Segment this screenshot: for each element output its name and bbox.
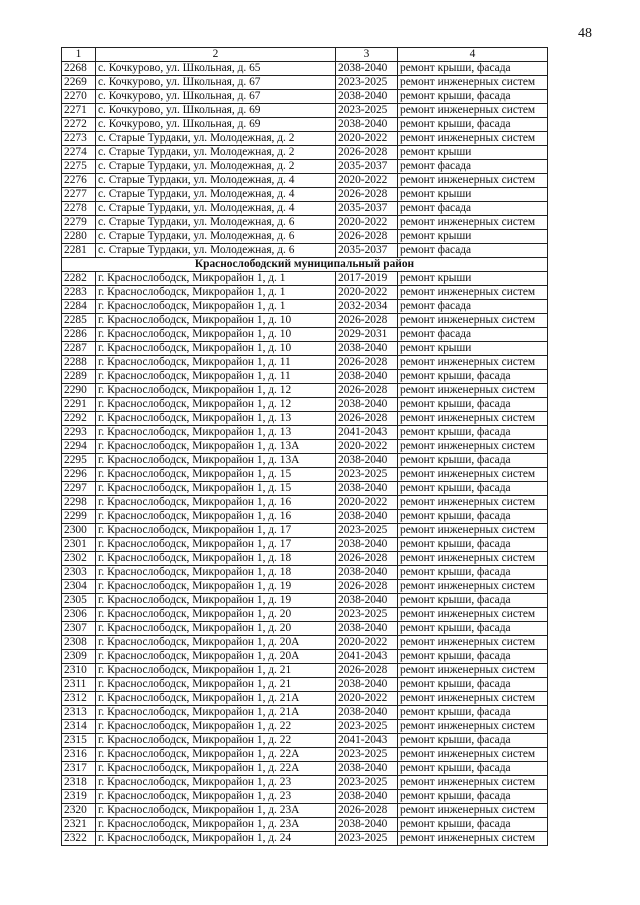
row-number: 2290 — [62, 384, 96, 398]
row-period: 2023-2025 — [336, 468, 398, 482]
row-address: г. Краснослободск, Микрорайон 1, д. 15 — [96, 468, 336, 482]
row-address: г. Краснослободск, Микрорайон 1, д. 11 — [96, 356, 336, 370]
table-row — [62, 244, 548, 258]
row-work-type: ремонт инженерных систем — [398, 496, 548, 510]
row-address: с. Старые Турдаки, ул. Молодежная, д. 6 — [96, 244, 336, 258]
row-address: г. Краснослободск, Микрорайон 1, д. 11 — [96, 370, 336, 384]
row-number: 2319 — [62, 790, 96, 804]
row-address: г. Краснослободск, Микрорайон 1, д. 21 — [96, 678, 336, 692]
section-group — [62, 258, 548, 272]
row-address: с. Кочкурово, ул. Школьная, д. 67 — [96, 90, 336, 104]
row-number: 2311 — [62, 678, 96, 692]
row-period: 2038-2040 — [336, 90, 398, 104]
row-address: с. Старые Турдаки, ул. Молодежная, д. 2 — [96, 146, 336, 160]
table-row — [62, 230, 548, 244]
row-period: 2020-2022 — [336, 496, 398, 510]
row-number: 2271 — [62, 104, 96, 118]
row-address: г. Краснослободск, Микрорайон 1, д. 1 — [96, 286, 336, 300]
row-address: г. Краснослободск, Микрорайон 1, д. 12 — [96, 384, 336, 398]
table-body-before-section — [62, 62, 548, 258]
row-work-type: ремонт крыши, фасада — [398, 594, 548, 608]
row-number: 2308 — [62, 636, 96, 650]
row-work-type: ремонт инженерных систем — [398, 524, 548, 538]
table-row — [62, 356, 548, 370]
row-address: г. Краснослободск, Микрорайон 1, д. 23 — [96, 790, 336, 804]
row-work-type: ремонт фасада — [398, 244, 548, 258]
row-address: г. Краснослободск, Микрорайон 1, д. 21А — [96, 692, 336, 706]
row-period: 2017-2019 — [336, 272, 398, 286]
row-work-type: ремонт инженерных систем — [398, 748, 548, 762]
row-period: 2020-2022 — [336, 636, 398, 650]
row-number: 2282 — [62, 272, 96, 286]
row-period: 2038-2040 — [336, 454, 398, 468]
row-address: с. Старые Турдаки, ул. Молодежная, д. 2 — [96, 132, 336, 146]
table-header-row — [62, 48, 548, 62]
row-address: г. Краснослободск, Микрорайон 1, д. 22 — [96, 734, 336, 748]
row-address: с. Кочкурово, ул. Школьная, д. 67 — [96, 76, 336, 90]
table-row — [62, 552, 548, 566]
row-number: 2293 — [62, 426, 96, 440]
row-period: 2038-2040 — [336, 678, 398, 692]
table-row — [62, 286, 548, 300]
table-row — [62, 314, 548, 328]
row-period: 2038-2040 — [336, 370, 398, 384]
table-row — [62, 426, 548, 440]
table-row — [62, 678, 548, 692]
table-row — [62, 132, 548, 146]
row-work-type: ремонт инженерных систем — [398, 664, 548, 678]
row-work-type: ремонт крыши — [398, 188, 548, 202]
row-period: 2023-2025 — [336, 720, 398, 734]
table-row — [62, 622, 548, 636]
row-number: 2314 — [62, 720, 96, 734]
row-work-type: ремонт инженерных систем — [398, 720, 548, 734]
row-period: 2023-2025 — [336, 832, 398, 846]
table-row — [62, 636, 548, 650]
row-period: 2026-2028 — [336, 412, 398, 426]
row-work-type: ремонт крыши, фасада — [398, 510, 548, 524]
table-row — [62, 762, 548, 776]
row-period: 2038-2040 — [336, 594, 398, 608]
row-work-type: ремонт инженерных систем — [398, 804, 548, 818]
row-number: 2269 — [62, 76, 96, 90]
table-row — [62, 804, 548, 818]
row-period: 2038-2040 — [336, 818, 398, 832]
table-row — [62, 440, 548, 454]
row-address: с. Старые Турдаки, ул. Молодежная, д. 4 — [96, 202, 336, 216]
table-row — [62, 510, 548, 524]
row-work-type: ремонт крыши, фасада — [398, 622, 548, 636]
row-address: г. Краснослободск, Микрорайон 1, д. 20 — [96, 622, 336, 636]
row-address: г. Краснослободск, Микрорайон 1, д. 10 — [96, 342, 336, 356]
row-number: 2279 — [62, 216, 96, 230]
table-row — [62, 748, 548, 762]
table-row — [62, 580, 548, 594]
row-address: г. Краснослободск, Микрорайон 1, д. 1 — [96, 300, 336, 314]
row-address: с. Старые Турдаки, ул. Молодежная, д. 6 — [96, 230, 336, 244]
row-work-type: ремонт инженерных систем — [398, 692, 548, 706]
row-number: 2289 — [62, 370, 96, 384]
row-address: с. Старые Турдаки, ул. Молодежная, д. 4 — [96, 188, 336, 202]
table-row — [62, 650, 548, 664]
table-row — [62, 706, 548, 720]
row-work-type: ремонт инженерных систем — [398, 776, 548, 790]
row-number: 2275 — [62, 160, 96, 174]
row-period: 2038-2040 — [336, 482, 398, 496]
page-number: 48 — [578, 26, 592, 41]
row-period: 2026-2028 — [336, 580, 398, 594]
row-work-type: ремонт крыши — [398, 146, 548, 160]
row-period: 2020-2022 — [336, 692, 398, 706]
row-address: г. Краснослободск, Микрорайон 1, д. 23А — [96, 804, 336, 818]
row-address: с. Старые Турдаки, ул. Молодежная, д. 2 — [96, 160, 336, 174]
row-address: г. Краснослободск, Микрорайон 1, д. 18 — [96, 552, 336, 566]
row-work-type: ремонт инженерных систем — [398, 636, 548, 650]
row-period: 2026-2028 — [336, 384, 398, 398]
row-number: 2270 — [62, 90, 96, 104]
row-period: 2026-2028 — [336, 146, 398, 160]
row-work-type: ремонт крыши, фасада — [398, 454, 548, 468]
table-row — [62, 412, 548, 426]
table-body-after-section — [62, 272, 548, 846]
row-period: 2020-2022 — [336, 286, 398, 300]
row-work-type: ремонт крыши — [398, 230, 548, 244]
row-number: 2278 — [62, 202, 96, 216]
row-address: г. Краснослободск, Микрорайон 1, д. 19 — [96, 580, 336, 594]
column-header-number: 1 — [62, 48, 96, 62]
row-address: г. Краснослободск, Микрорайон 1, д. 22А — [96, 748, 336, 762]
row-address: г. Краснослободск, Микрорайон 1, д. 21 — [96, 664, 336, 678]
row-period: 2032-2034 — [336, 300, 398, 314]
row-work-type: ремонт крыши, фасада — [398, 398, 548, 412]
table-row — [62, 104, 548, 118]
row-number: 2312 — [62, 692, 96, 706]
column-header-address: 2 — [96, 48, 336, 62]
row-number: 2300 — [62, 524, 96, 538]
table-row — [62, 496, 548, 510]
row-number: 2288 — [62, 356, 96, 370]
row-address: г. Краснослободск, Микрорайон 1, д. 1 — [96, 272, 336, 286]
row-number: 2317 — [62, 762, 96, 776]
row-work-type: ремонт фасада — [398, 160, 548, 174]
row-address: г. Краснослободск, Микрорайон 1, д. 16 — [96, 496, 336, 510]
row-number: 2276 — [62, 174, 96, 188]
row-address: с. Старые Турдаки, ул. Молодежная, д. 4 — [96, 174, 336, 188]
table-row — [62, 608, 548, 622]
table-row — [62, 118, 548, 132]
table-row — [62, 832, 548, 846]
row-period: 2023-2025 — [336, 104, 398, 118]
row-address: г. Краснослободск, Микрорайон 1, д. 13 — [96, 426, 336, 440]
row-address: г. Краснослободск, Микрорайон 1, д. 19 — [96, 594, 336, 608]
row-period: 2023-2025 — [336, 776, 398, 790]
row-work-type: ремонт крыши, фасада — [398, 426, 548, 440]
row-number: 2284 — [62, 300, 96, 314]
table-row — [62, 468, 548, 482]
row-address: с. Старые Турдаки, ул. Молодежная, д. 6 — [96, 216, 336, 230]
row-number: 2291 — [62, 398, 96, 412]
row-number: 2296 — [62, 468, 96, 482]
row-number: 2268 — [62, 62, 96, 76]
table-row — [62, 160, 548, 174]
row-work-type: ремонт фасада — [398, 202, 548, 216]
table-row — [62, 188, 548, 202]
row-work-type: ремонт крыши, фасада — [398, 678, 548, 692]
row-address: г. Краснослободск, Микрорайон 1, д. 13 — [96, 412, 336, 426]
row-address: г. Краснослободск, Микрорайон 1, д. 24 — [96, 832, 336, 846]
row-address: г. Краснослободск, Микрорайон 1, д. 17 — [96, 524, 336, 538]
table-row — [62, 776, 548, 790]
table-row — [62, 76, 548, 90]
row-work-type: ремонт крыши, фасада — [398, 762, 548, 776]
row-period: 2026-2028 — [336, 230, 398, 244]
row-period: 2026-2028 — [336, 664, 398, 678]
row-period: 2041-2043 — [336, 734, 398, 748]
row-number: 2285 — [62, 314, 96, 328]
row-number: 2297 — [62, 482, 96, 496]
row-period: 2038-2040 — [336, 706, 398, 720]
row-number: 2321 — [62, 818, 96, 832]
row-work-type: ремонт крыши, фасада — [398, 370, 548, 384]
table-row — [62, 216, 548, 230]
row-period: 2041-2043 — [336, 650, 398, 664]
row-number: 2295 — [62, 454, 96, 468]
row-number: 2299 — [62, 510, 96, 524]
table-row — [62, 342, 548, 356]
row-period: 2026-2028 — [336, 314, 398, 328]
row-work-type: ремонт инженерных систем — [398, 174, 548, 188]
row-work-type: ремонт крыши, фасада — [398, 118, 548, 132]
row-period: 2029-2031 — [336, 328, 398, 342]
table-row — [62, 398, 548, 412]
row-work-type: ремонт инженерных систем — [398, 832, 548, 846]
section-title: Краснослободский муниципальный район — [62, 258, 548, 272]
row-number: 2294 — [62, 440, 96, 454]
table-row — [62, 734, 548, 748]
column-header-work-type: 4 — [398, 48, 548, 62]
row-address: с. Кочкурово, ул. Школьная, д. 69 — [96, 118, 336, 132]
row-address: г. Краснослободск, Микрорайон 1, д. 17 — [96, 538, 336, 552]
row-number: 2313 — [62, 706, 96, 720]
row-work-type: ремонт инженерных систем — [398, 286, 548, 300]
row-work-type: ремонт крыши — [398, 272, 548, 286]
row-address: г. Краснослободск, Микрорайон 1, д. 20А — [96, 636, 336, 650]
row-period: 2023-2025 — [336, 524, 398, 538]
row-work-type: ремонт инженерных систем — [398, 580, 548, 594]
row-address: с. Кочкурово, ул. Школьная, д. 69 — [96, 104, 336, 118]
table-row — [62, 692, 548, 706]
table-row — [62, 328, 548, 342]
row-period: 2020-2022 — [336, 440, 398, 454]
row-number: 2306 — [62, 608, 96, 622]
row-number: 2315 — [62, 734, 96, 748]
row-period: 2038-2040 — [336, 538, 398, 552]
row-work-type: ремонт инженерных систем — [398, 468, 548, 482]
table-row — [62, 594, 548, 608]
row-period: 2038-2040 — [336, 622, 398, 636]
row-period: 2038-2040 — [336, 342, 398, 356]
row-period: 2020-2022 — [336, 216, 398, 230]
row-work-type: ремонт крыши, фасада — [398, 62, 548, 76]
row-period: 2038-2040 — [336, 790, 398, 804]
row-address: г. Краснослободск, Микрорайон 1, д. 15 — [96, 482, 336, 496]
row-work-type: ремонт инженерных систем — [398, 440, 548, 454]
row-period: 2041-2043 — [336, 426, 398, 440]
row-address: г. Краснослободск, Микрорайон 1, д. 10 — [96, 314, 336, 328]
row-period: 2023-2025 — [336, 76, 398, 90]
row-period: 2038-2040 — [336, 118, 398, 132]
row-work-type: ремонт инженерных систем — [398, 216, 548, 230]
row-number: 2302 — [62, 552, 96, 566]
row-period: 2026-2028 — [336, 188, 398, 202]
row-work-type: ремонт крыши, фасада — [398, 706, 548, 720]
table-row — [62, 62, 548, 76]
row-number: 2305 — [62, 594, 96, 608]
row-period: 2026-2028 — [336, 804, 398, 818]
row-number: 2320 — [62, 804, 96, 818]
row-period: 2026-2028 — [336, 356, 398, 370]
row-number: 2286 — [62, 328, 96, 342]
row-work-type: ремонт фасада — [398, 328, 548, 342]
row-number: 2309 — [62, 650, 96, 664]
repair-schedule-table — [61, 47, 548, 846]
table-row — [62, 454, 548, 468]
row-number: 2274 — [62, 146, 96, 160]
row-number: 2301 — [62, 538, 96, 552]
row-work-type: ремонт инженерных систем — [398, 314, 548, 328]
row-period: 2038-2040 — [336, 398, 398, 412]
row-work-type: ремонт инженерных систем — [398, 384, 548, 398]
row-work-type: ремонт крыши — [398, 342, 548, 356]
row-work-type: ремонт инженерных систем — [398, 412, 548, 426]
row-address: г. Краснослободск, Микрорайон 1, д. 20 — [96, 608, 336, 622]
section-row — [62, 258, 548, 272]
table-row — [62, 202, 548, 216]
column-header-period: 3 — [336, 48, 398, 62]
row-number: 2310 — [62, 664, 96, 678]
row-number: 2316 — [62, 748, 96, 762]
row-address: г. Краснослободск, Микрорайон 1, д. 20А — [96, 650, 336, 664]
table-row — [62, 538, 548, 552]
row-period: 2020-2022 — [336, 132, 398, 146]
row-work-type: ремонт инженерных систем — [398, 608, 548, 622]
row-period: 2020-2022 — [336, 174, 398, 188]
row-number: 2307 — [62, 622, 96, 636]
row-number: 2304 — [62, 580, 96, 594]
table-row — [62, 384, 548, 398]
row-work-type: ремонт фасада — [398, 300, 548, 314]
table-row — [62, 90, 548, 104]
row-period: 2038-2040 — [336, 566, 398, 580]
row-address: г. Краснослободск, Микрорайон 1, д. 23А — [96, 818, 336, 832]
row-period: 2035-2037 — [336, 202, 398, 216]
row-address: г. Краснослободск, Микрорайон 1, д. 21А — [96, 706, 336, 720]
row-work-type: ремонт крыши, фасада — [398, 790, 548, 804]
row-work-type: ремонт инженерных систем — [398, 356, 548, 370]
row-address: г. Краснослободск, Микрорайон 1, д. 23 — [96, 776, 336, 790]
row-number: 2322 — [62, 832, 96, 846]
row-period: 2038-2040 — [336, 762, 398, 776]
row-number: 2287 — [62, 342, 96, 356]
row-address: г. Краснослободск, Микрорайон 1, д. 13А — [96, 440, 336, 454]
row-work-type: ремонт инженерных систем — [398, 76, 548, 90]
row-address: г. Краснослободск, Микрорайон 1, д. 13А — [96, 454, 336, 468]
row-number: 2303 — [62, 566, 96, 580]
row-number: 2281 — [62, 244, 96, 258]
row-work-type: ремонт крыши, фасада — [398, 650, 548, 664]
table-row — [62, 300, 548, 314]
row-number: 2273 — [62, 132, 96, 146]
row-address: г. Краснослободск, Микрорайон 1, д. 16 — [96, 510, 336, 524]
row-number: 2292 — [62, 412, 96, 426]
row-work-type: ремонт инженерных систем — [398, 552, 548, 566]
row-period: 2038-2040 — [336, 62, 398, 76]
row-work-type: ремонт инженерных систем — [398, 132, 548, 146]
row-period: 2035-2037 — [336, 244, 398, 258]
row-address: г. Краснослободск, Микрорайон 1, д. 18 — [96, 566, 336, 580]
table-row — [62, 482, 548, 496]
row-period: 2023-2025 — [336, 608, 398, 622]
row-period: 2035-2037 — [336, 160, 398, 174]
table-row — [62, 272, 548, 286]
table-row — [62, 566, 548, 580]
row-work-type: ремонт крыши, фасада — [398, 482, 548, 496]
table-row — [62, 720, 548, 734]
row-address: г. Краснослободск, Микрорайон 1, д. 22 — [96, 720, 336, 734]
table-row — [62, 146, 548, 160]
row-number: 2283 — [62, 286, 96, 300]
row-period: 2023-2025 — [336, 748, 398, 762]
table-row — [62, 370, 548, 384]
row-work-type: ремонт инженерных систем — [398, 104, 548, 118]
row-address: с. Кочкурово, ул. Школьная, д. 65 — [96, 62, 336, 76]
row-work-type: ремонт крыши, фасада — [398, 734, 548, 748]
table-row — [62, 790, 548, 804]
table-row — [62, 818, 548, 832]
row-address: г. Краснослободск, Микрорайон 1, д. 10 — [96, 328, 336, 342]
row-work-type: ремонт крыши, фасада — [398, 90, 548, 104]
row-number: 2318 — [62, 776, 96, 790]
row-work-type: ремонт крыши, фасада — [398, 818, 548, 832]
row-period: 2038-2040 — [336, 510, 398, 524]
row-address: г. Краснослободск, Микрорайон 1, д. 22А — [96, 762, 336, 776]
row-work-type: ремонт крыши, фасада — [398, 566, 548, 580]
row-number: 2298 — [62, 496, 96, 510]
row-work-type: ремонт крыши, фасада — [398, 538, 548, 552]
row-number: 2280 — [62, 230, 96, 244]
table-row — [62, 174, 548, 188]
table-row — [62, 524, 548, 538]
row-address: г. Краснослободск, Микрорайон 1, д. 12 — [96, 398, 336, 412]
table-row — [62, 664, 548, 678]
row-number: 2277 — [62, 188, 96, 202]
row-number: 2272 — [62, 118, 96, 132]
row-period: 2026-2028 — [336, 552, 398, 566]
